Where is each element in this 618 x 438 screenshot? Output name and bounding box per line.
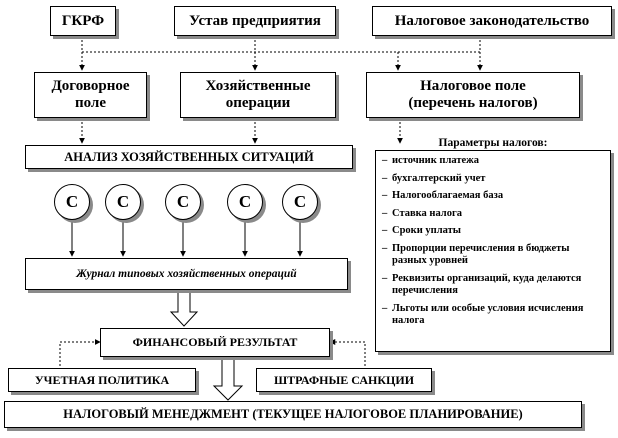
list-item: – Налогооблагаемая база [382, 190, 604, 203]
analysis-box [25, 145, 353, 169]
management-box [4, 401, 582, 428]
management-label: НАЛОГОВЫЙ МЕНЕДЖМЕНТ (ТЕКУЩЕЕ НАЛОГОВОЕ ПЛАНИРОВАНИЕ) [63, 407, 523, 421]
dogovor-line2: поле [74, 95, 107, 111]
journal-box [25, 258, 348, 290]
hoz-line2: операции [225, 95, 291, 111]
ustav-label: Устав предприятия [189, 12, 321, 29]
list-item: – Реквизиты организаций, куда делаются перечисления [382, 273, 604, 298]
journal-label: Журнал типовых хозяйственных операций [76, 268, 297, 280]
situation-circle-4: С [227, 184, 263, 220]
list-item: – Сроки уплаты [382, 225, 604, 238]
tax-parameters-title: Параметры налогов: [438, 137, 548, 149]
dogovor-box [34, 72, 147, 118]
shtraf-box [256, 368, 432, 392]
hoz-box [180, 72, 336, 118]
nalog-pole-line1: Налоговое поле [420, 78, 526, 94]
list-item: – Льготы или особые условия исчисления налога [382, 303, 604, 328]
list-item: – Пропорции перечисления в бюджеты разных уровней [382, 243, 604, 268]
list-item: – источник платежа [382, 155, 604, 168]
gkrf-box [50, 6, 116, 36]
uchet-label: УЧЕТНАЯ ПОЛИТИКА [34, 372, 170, 387]
situation-circle-5: С [282, 184, 318, 220]
financial-label: ФИНАНСОВЫЙ РЕЗУЛЬТАТ [132, 335, 298, 349]
financial-box [100, 328, 330, 357]
top-distribution-line [82, 36, 480, 52]
block-arrow-financial-management [214, 357, 242, 400]
gkrf-label: ГКРФ [61, 12, 105, 29]
dogovor-line1: Договорное [51, 78, 130, 94]
situation-circle-1: С [54, 184, 90, 220]
uchet-box [8, 368, 196, 392]
situation-circle-2: С [105, 184, 141, 220]
ustav-box [174, 6, 336, 36]
tax-parameters-box [375, 137, 611, 352]
nalog-pole-box [366, 72, 580, 118]
nalog-zak-box [372, 6, 612, 36]
block-arrow-journal-financial [171, 292, 197, 326]
tax-parameters-list [382, 155, 604, 328]
list-item: – бухгалтерский учет [382, 173, 604, 186]
shtraf-label: ШТРАФНЫЕ САНКЦИИ [273, 372, 415, 387]
analysis-label: АНАЛИЗ ХОЗЯЙСТВЕННЫХ СИТУАЦИЙ [64, 149, 314, 164]
nalog-zak-label: Налоговое законодательство [394, 12, 590, 29]
hoz-line1: Хозяйственные [205, 78, 311, 94]
situation-circle-3: С [165, 184, 201, 220]
list-item: – Ставка налога [382, 208, 604, 221]
nalog-pole-line2: (перечень налогов) [408, 95, 538, 111]
